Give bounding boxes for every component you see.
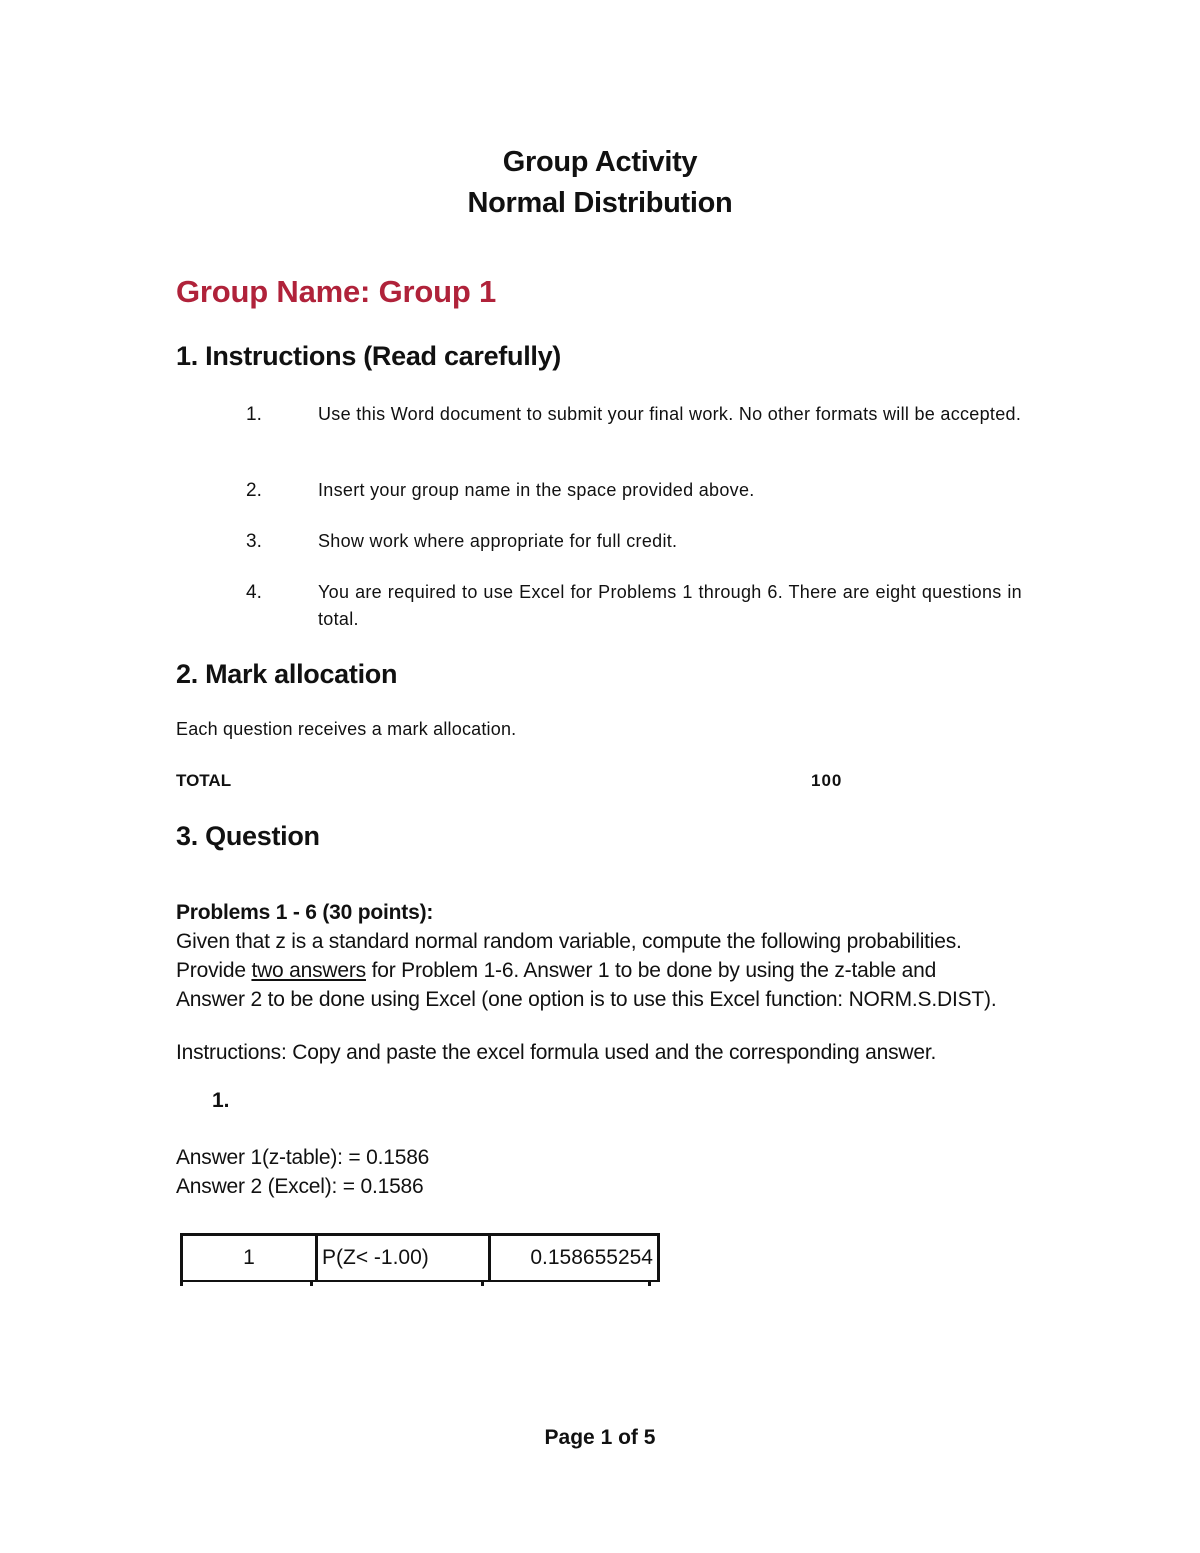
problems-title: Problems 1 - 6 (30 points): [176, 901, 434, 924]
document-subtitle: Normal Distribution [467, 187, 733, 219]
table-cell-index: 1 [182, 1235, 317, 1282]
instruction-number: 3. [246, 531, 262, 552]
table-border-tail [481, 1281, 484, 1286]
page-footer: Page 1 of 5 [544, 1426, 656, 1449]
document-title: Group Activity [502, 146, 698, 178]
instruction-text: Show work where appropriate for full credit. [318, 531, 678, 551]
problems-line-1: Given that z is a standard normal random variable, compute the following probabilities. [176, 930, 962, 953]
section-heading-question: 3. Question [176, 821, 320, 851]
instruction-text: Insert your group name in the space provided above. [318, 480, 755, 500]
group-name: Group Name: Group 1 [176, 274, 497, 309]
problems-line-2 [176, 956, 1076, 985]
excel-result-table [180, 1233, 660, 1282]
instruction-text: You are required to use Excel for Problems 1 through 6. There are eight questions in total. [318, 582, 1022, 629]
table-cell-value: 0.158655254 [490, 1235, 659, 1282]
instruction-text: Use this Word document to submit your final work. No other formats will be accepted. [318, 404, 1022, 424]
table-row [182, 1235, 659, 1282]
table-cell-expression: P(Z< -1.00) [317, 1235, 490, 1282]
copy-paste-instructions: Instructions: Copy and paste the excel formula used and the corresponding answer. [176, 1041, 937, 1064]
total-value: 100 [811, 771, 843, 790]
problems-line-2-start: Provide [176, 959, 252, 982]
section-heading-mark-allocation: 2. Mark allocation [176, 659, 398, 689]
table-border-tail [310, 1281, 313, 1286]
problems-line-3: Answer 2 to be done using Excel (one option is to use this Excel function: NORM.S.DIST). [176, 988, 997, 1011]
problems-block [176, 898, 1076, 1014]
instruction-number: 1. [246, 404, 262, 425]
table-border-tail [180, 1281, 183, 1286]
problem-number: 1. [212, 1089, 230, 1112]
problems-line-2-end: for Problem 1-6. Answer 1 to be done by using the z-table and [365, 959, 937, 982]
total-label: TOTAL [176, 771, 232, 790]
answer-1: Answer 1(z-table): = 0.1586 [176, 1146, 430, 1169]
mark-allocation-description: Each question receives a mark allocation. [176, 719, 517, 739]
table-border-tail [648, 1281, 651, 1286]
answer-2: Answer 2 (Excel): = 0.1586 [176, 1175, 424, 1198]
two-answers-underlined: two answers [251, 959, 366, 982]
instruction-number: 2. [246, 480, 262, 501]
section-heading-instructions: 1. Instructions (Read carefully) [176, 341, 561, 371]
instruction-number: 4. [246, 582, 262, 603]
